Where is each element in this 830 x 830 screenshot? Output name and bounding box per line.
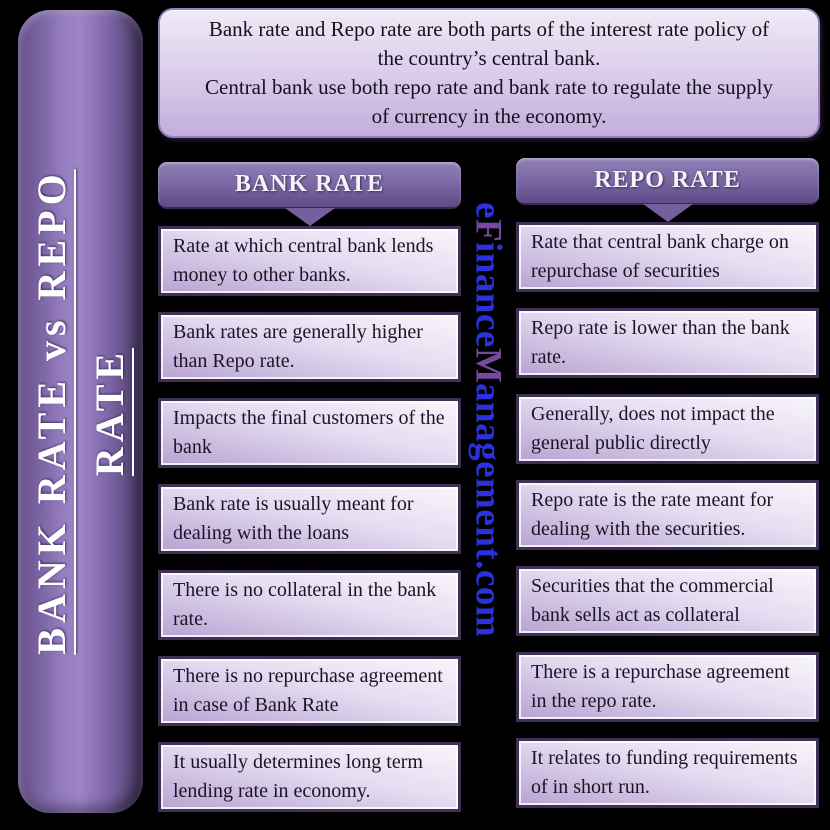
repo-rate-rows bbox=[516, 222, 819, 808]
intro-note bbox=[158, 8, 820, 138]
repo-rate-row-4: Repo rate is the rate meant for dealing with the securities. bbox=[516, 480, 819, 550]
bank-rate-row-5: There is no collateral in the bank rate. bbox=[158, 570, 461, 640]
bank-rate-row-3: Impacts the final customers of the bank bbox=[158, 398, 461, 468]
bank-rate-row-1: Rate at which central bank lends money to other banks. bbox=[158, 226, 461, 296]
vertical-title-banner bbox=[18, 10, 143, 813]
repo-rate-row-5: Securities that the commercial bank sells act as collateral bbox=[516, 566, 819, 636]
repo-rate-row-1: Rate that central bank charge on repurchase of securities bbox=[516, 222, 819, 292]
vertical-title bbox=[23, 169, 139, 654]
bank-rate-column bbox=[158, 162, 461, 812]
repo-rate-row-2: Repo rate is lower than the bank rate. bbox=[516, 308, 819, 378]
bank-rate-arrow-down-icon bbox=[285, 208, 335, 226]
repo-rate-row-3: Generally, does not impact the general public directly bbox=[516, 394, 819, 464]
vertical-title-line1: BANK RATE vs REPO bbox=[28, 168, 74, 655]
repo-rate-header: REPO RATE bbox=[516, 158, 819, 205]
intro-line1: Bank rate and Repo rate are both parts of the interest rate policy of the country’s central bank. bbox=[208, 17, 770, 70]
repo-rate-column bbox=[516, 158, 819, 808]
vertical-title-line2: RATE bbox=[86, 347, 132, 476]
bank-rate-rows bbox=[158, 226, 461, 812]
repo-rate-arrow-down-icon bbox=[643, 204, 693, 222]
watermark-part-rest: anagement.com bbox=[467, 383, 509, 638]
watermark-part-inance: inance bbox=[467, 242, 509, 348]
watermark-site-name bbox=[461, 202, 515, 767]
watermark-part-F: F bbox=[467, 218, 509, 243]
intro-line2: Central bank use both repo rate and bank rate to regulate the supply of currency in the economy. bbox=[205, 75, 773, 128]
bank-rate-row-4: Bank rate is usually meant for dealing with the loans bbox=[158, 484, 461, 554]
bank-rate-header: BANK RATE bbox=[158, 162, 461, 209]
bank-rate-row-7: It usually determines long term lending rate in economy. bbox=[158, 742, 461, 812]
repo-rate-row-7: It relates to funding requirements of in short run. bbox=[516, 738, 819, 808]
bank-rate-row-2: Bank rates are generally higher than Repo rate. bbox=[158, 312, 461, 382]
repo-rate-row-6: There is a repurchase agreement in the repo rate. bbox=[516, 652, 819, 722]
bank-rate-row-6: There is no repurchase agreement in case of Bank Rate bbox=[158, 656, 461, 726]
watermark-part-e: e bbox=[467, 202, 509, 219]
watermark-part-M: M bbox=[467, 347, 509, 384]
